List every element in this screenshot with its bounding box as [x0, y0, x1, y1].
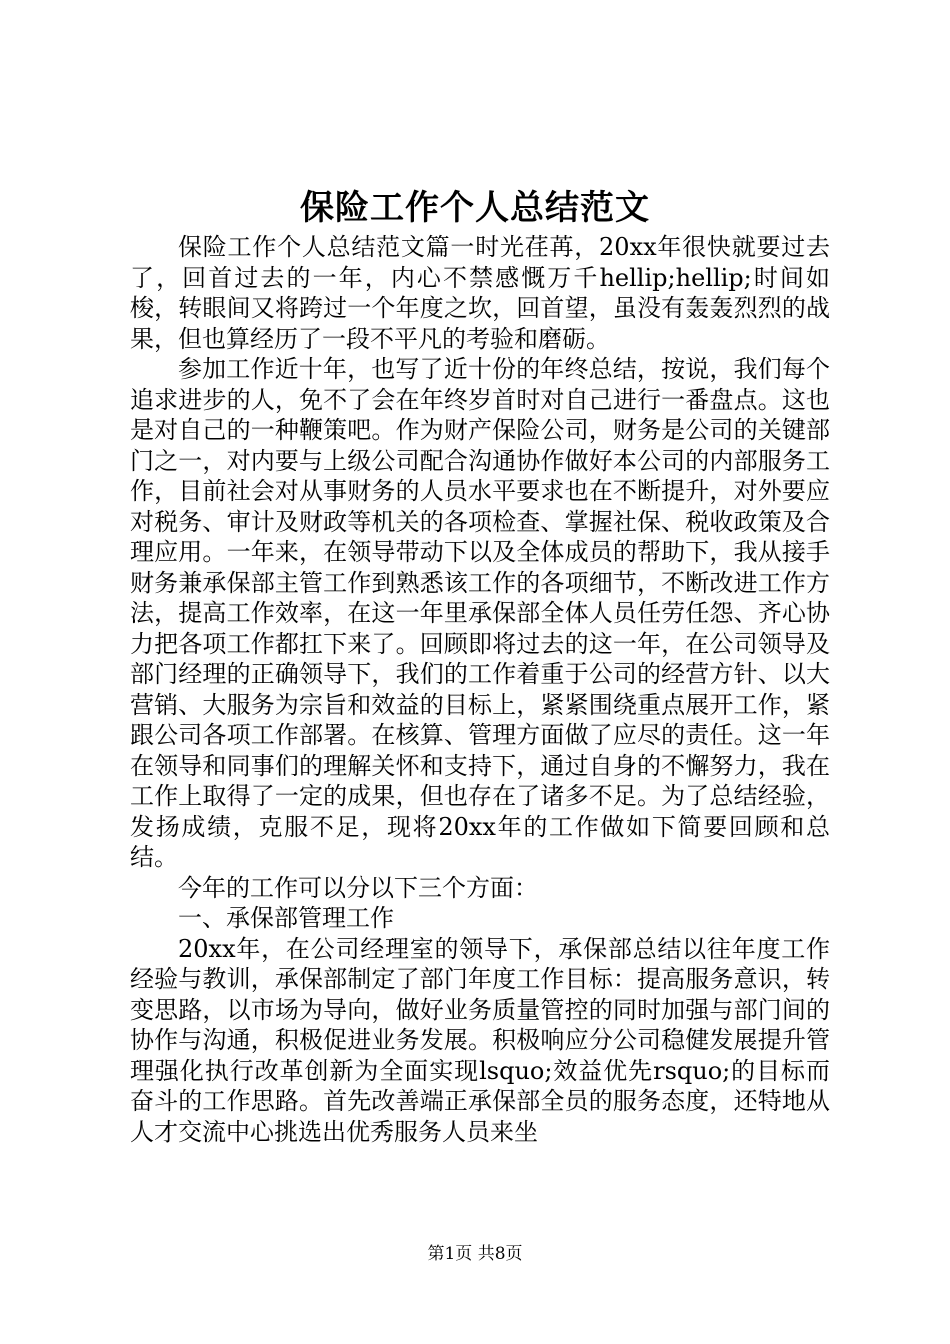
paragraph-intro: 保险工作个人总结范文篇一时光荏苒，20xx年很快就要过去了，回首过去的一年，内心不禁感慨万千hellip;hellip;时间如梭，转眼间又将跨过一个年度之坎，回首望，虽没有轰轰烈烈的战果，但也算经历了一段不平凡的考验和磨砺。	[130, 233, 830, 353]
page-number-footer: 第1页 共8页	[427, 1244, 523, 1264]
paragraph-review: 参加工作近十年，也写了近十份的年终总结，按说，我们每个追求进步的人，免不了会在年终岁首时对自己进行一番盘点。这也是对自己的一种鞭策吧。作为财产保险公司，财务是公司的关键部门之一，对内要与上级公司配合沟通协作做好本公司的内部服务工作，目前社会对从事财务的人员水平要求也在不断提升，对外要应对税务、审计及财政等机关的各项检查、掌握社保、税收政策及合理应用。一年来，在领导带动下以及全体成员的帮助下，我从接手财务兼承保部主管工作到熟悉该工作的各项细节，不断改进工作方法，提高工作效率，在这一年里承保部全体人员任劳任怨、齐心协力把各项工作都扛下来了。回顾即将过去的这一年，在公司领导及部门经理的正确领导下，我们的工作着重于公司的经营方针、以大营销、大服务为宗旨和效益的目标上，紧紧围绕重点展开工作，紧跟公司各项工作部署。在核算、管理方面做了应尽的责任。这一年在领导和同事们的理解关怀和支持下，通过自身的不懈努力，我在工作上取得了一定的成果，但也存在了诸多不足。为了总结经验，发扬成绩，克服不足，现将20xx年的工作做如下简要回顾和总结。	[130, 355, 830, 871]
paragraph-underwriting: 20xx年，在公司经理室的领导下，承保部总结以往年度工作经验与教训，承保部制定了部门年度工作目标：提高服务意识，转变思路，以市场为导向，做好业务质量管控的同时加强与部门间的协作与沟通，积极促进业务发展。积极响应分公司稳健发展提升管理强化执行改革创新为全面实现lsquo;效益优先rsquo;的目标而奋斗的工作思路。首先改善端正承保部全员的服务态度，还特地从人才交流中心挑选出优秀服务人员来坐	[130, 934, 830, 1146]
document-body	[130, 232, 830, 1147]
document-title: 保险工作个人总结范文	[300, 188, 650, 228]
paragraph-three-aspects: 今年的工作可以分以下三个方面：	[178, 873, 538, 902]
section-heading-underwriting: 一、承保部管理工作	[178, 904, 394, 932]
